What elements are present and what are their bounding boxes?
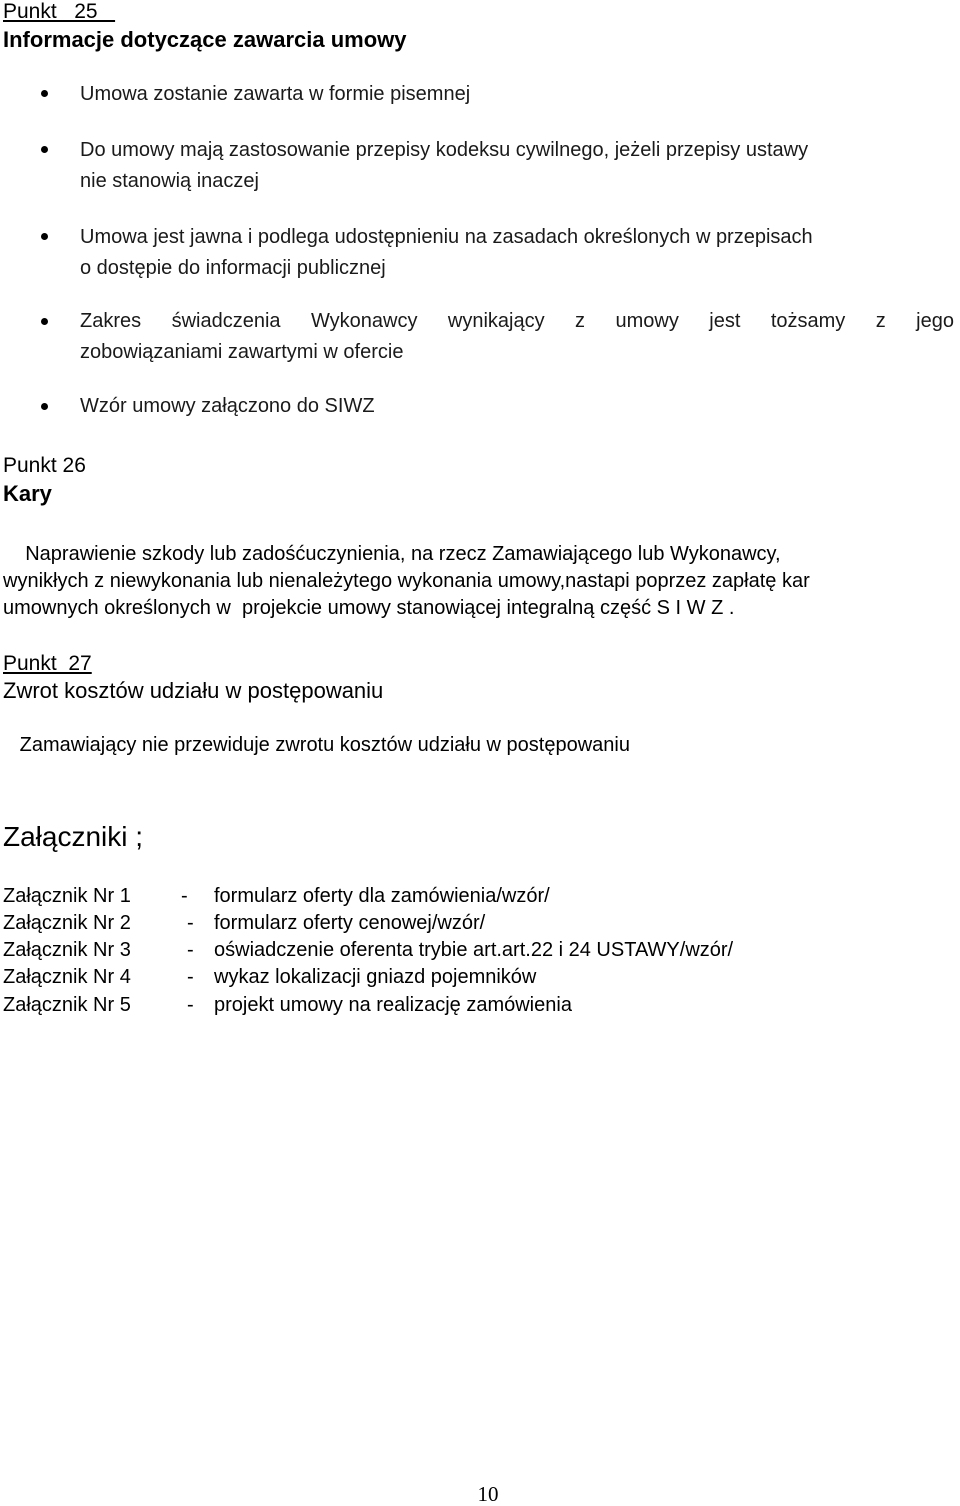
- section-27-number: Punkt 27: [3, 652, 92, 675]
- bullet-icon: [41, 90, 48, 97]
- bullet-line: o dostępie do informacji publicznej: [80, 257, 386, 279]
- section-26-title: Kary: [3, 481, 52, 506]
- page-number: [0, 1482, 960, 1506]
- attachment-description: formularz oferty cenowej/wzór/: [214, 912, 486, 934]
- section-25-title: Informacje dotyczące zawarcia umowy: [3, 27, 407, 52]
- attachment-description: oświadczenie oferenta trybie art.art.22 i 24 USTAWY/wzór/: [214, 939, 734, 961]
- bullet-line: Umowa jest jawna i podlega udostępnieniu na zasadach określonych w przepisach: [80, 226, 813, 248]
- bullet-line: zobowiązaniami zawartymi w ofercie: [80, 341, 404, 363]
- attachment-dash: -: [187, 912, 194, 934]
- page-number-value: 10: [477, 1482, 499, 1506]
- section-26-paragraph-line: wynikłych z niewykonania lub nienależytego wykonania umowy,nastapi poprzez zapłatę kar: [3, 570, 810, 592]
- attachment-label: Załącznik Nr 4: [3, 966, 131, 988]
- section-27-paragraph: Zamawiający nie przewiduje zwrotu kosztów udziału w postępowaniu: [3, 734, 630, 756]
- attachment-dash: -: [181, 885, 188, 907]
- section-25-number: Punkt 25: [3, 0, 116, 23]
- bullet-icon: [41, 403, 48, 410]
- attachment-dash: -: [187, 966, 194, 988]
- bullet-line: Zakres świadczenia Wykonawcy wynikający z umowy jest tożsamy z jego: [80, 310, 954, 332]
- bullet-line: nie stanowią inaczej: [80, 170, 259, 192]
- attachment-dash: -: [187, 939, 194, 961]
- bullet-line: Umowa zostanie zawarta w formie pisemnej: [80, 83, 471, 105]
- attachment-description: wykaz lokalizacji gniazd pojemników: [214, 966, 537, 988]
- attachment-label: Załącznik Nr 5: [3, 994, 131, 1016]
- attachment-label: Załącznik Nr 2: [3, 912, 131, 934]
- bullet-line: Wzór umowy załączono do SIWZ: [80, 395, 375, 417]
- bullet-icon: [41, 233, 48, 240]
- bullet-icon: [41, 146, 48, 153]
- attachment-description: formularz oferty dla zamówienia/wzór/: [214, 885, 550, 907]
- bullet-line: Do umowy mają zastosowanie przepisy kodeksu cywilnego, jeżeli przepisy ustawy: [80, 139, 809, 161]
- section-26-paragraph-line: Naprawienie szkody lub zadośćuczynienia, na rzecz Zamawiającego lub Wykonawcy,: [3, 543, 781, 565]
- attachment-description: projekt umowy na realizację zamówienia: [214, 994, 572, 1016]
- section-26-number: Punkt 26: [3, 454, 86, 477]
- attachment-dash: -: [187, 994, 194, 1016]
- section-27-title: Zwrot kosztów udziału w postępowaniu: [3, 678, 384, 703]
- attachment-label: Załącznik Nr 1: [3, 885, 131, 907]
- bullet-icon: [41, 318, 48, 325]
- attachments-title: Załączniki ;: [3, 821, 144, 852]
- attachment-label: Załącznik Nr 3: [3, 939, 131, 961]
- section-26-paragraph-line: umownych określonych w projekcie umowy stanowiącej integralną część S I W Z .: [3, 597, 735, 619]
